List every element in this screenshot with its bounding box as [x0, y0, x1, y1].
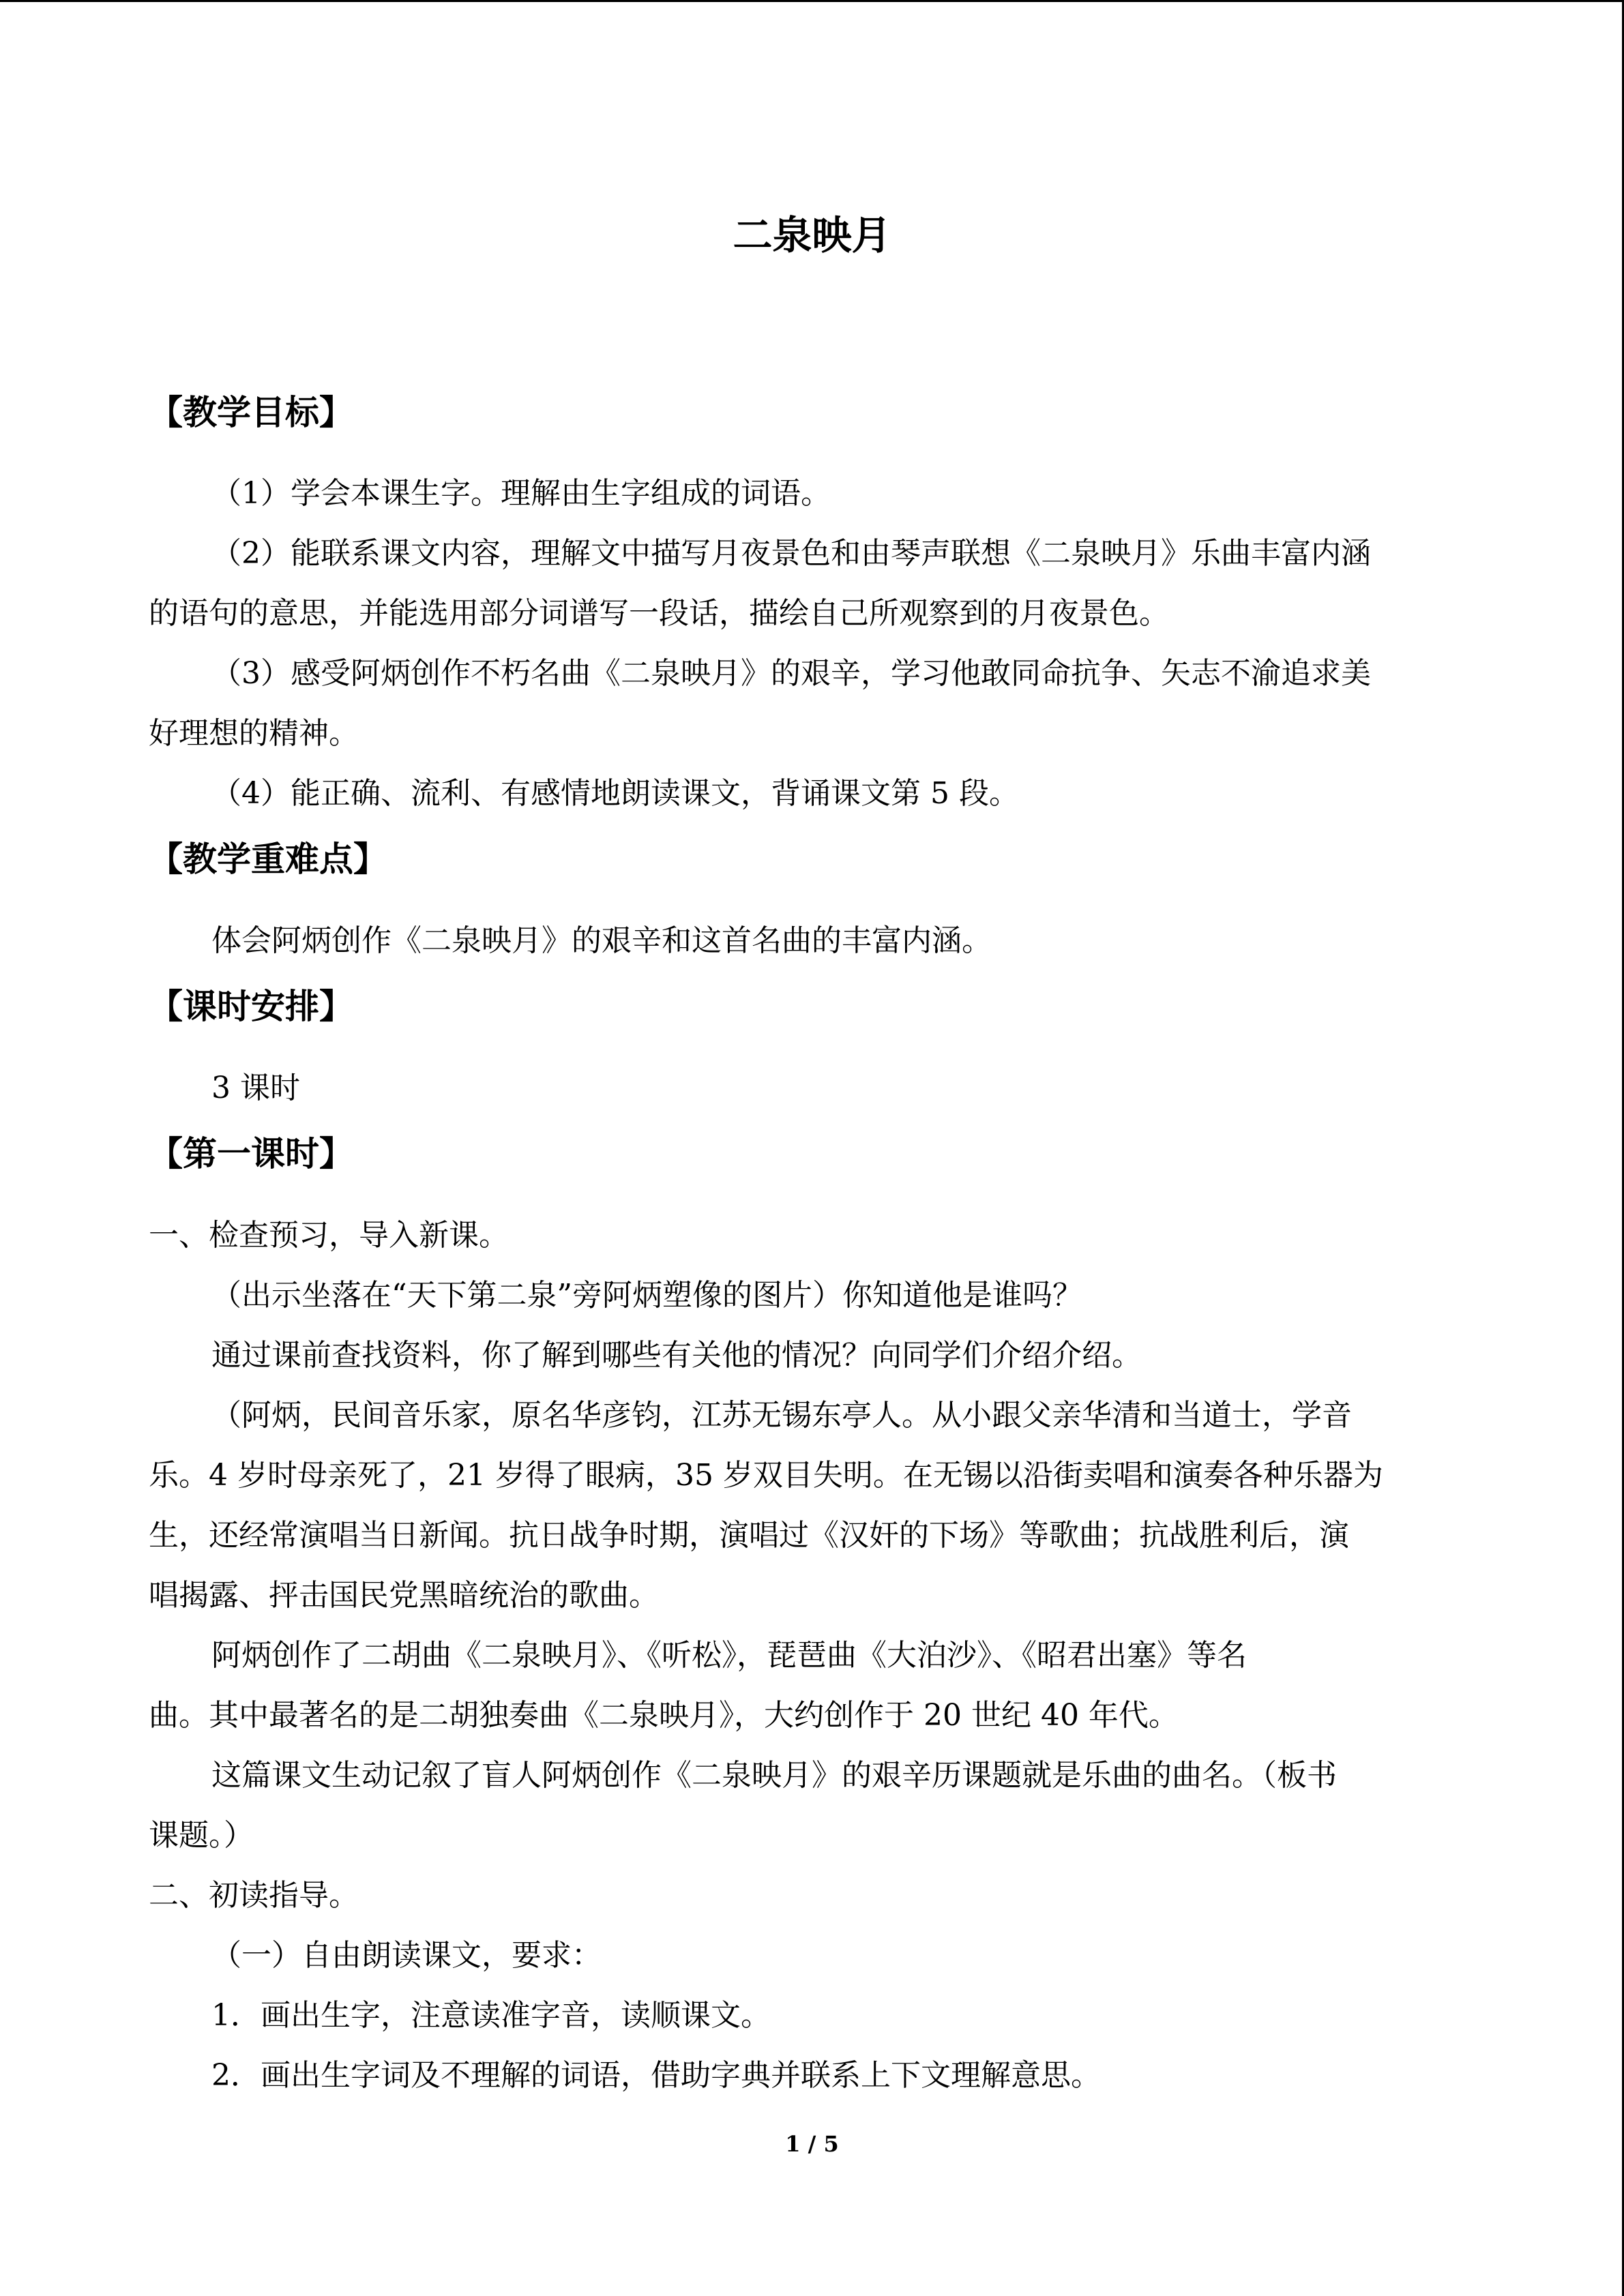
section-heading-schedule: 【课时安排】	[149, 987, 353, 1026]
section-heading-lesson-1: 【第一课时】	[149, 1134, 353, 1174]
lesson-line: （阿炳，民间音乐家，原名华彦钧，江苏无锡东亭人。从小跟父亲华清和当道士，学音	[211, 1398, 1352, 1433]
lesson-line: 课题。）	[149, 1818, 254, 1853]
lesson-line: 阿炳创作了二胡曲《二泉映月》、《听松》，琵琶曲《大泊沙》、《昭君出塞》等名	[211, 1638, 1247, 1673]
lesson-line: 二、初读指导。	[149, 1878, 359, 1913]
lesson-line: （一）自由朗读课文，要求：	[211, 1938, 602, 1973]
lesson-line: 乐。4 岁时母亲死了，21 岁得了眼病，35 岁双目失明。在无锡以沿街卖唱和演奏各种乐器为	[149, 1458, 1383, 1493]
page-number: 1 / 5	[785, 2131, 839, 2157]
lesson-line: 1．画出生字，注意读准字音，读顺课文。	[211, 1998, 771, 2033]
lesson-line: 一、检查预习，导入新课。	[149, 1218, 509, 1253]
key-point-line: 体会阿炳创作《二泉映月》的艰辛和这首名曲的丰富内涵。	[211, 923, 992, 958]
lesson-line: 唱揭露、抨击国民党黑暗统治的歌曲。	[149, 1578, 659, 1613]
lesson-line: 曲。其中最著名的是二胡独奏曲《二泉映月》，大约创作于 20 世纪 40 年代。	[149, 1698, 1179, 1733]
objective-line: （3）感受阿炳创作不朽名曲《二泉映月》的艰辛，学习他敢同命抗争、矢志不渝追求美	[211, 656, 1371, 691]
section-heading-key-points: 【教学重难点】	[149, 839, 387, 879]
section-heading-objectives: 【教学目标】	[149, 393, 353, 432]
document-title: 二泉映月	[733, 212, 891, 258]
schedule-line: 3 课时	[211, 1071, 300, 1105]
top-border-line	[0, 0, 1624, 2]
objective-line: （2）能联系课文内容，理解文中描写月夜景色和由琴声联想《二泉映月》乐曲丰富内涵	[211, 536, 1371, 571]
lesson-line: （出示坐落在“天下第二泉”旁阿炳塑像的图片）你知道他是谁吗？	[211, 1278, 1082, 1313]
objective-line: 的语句的意思，并能选用部分词谱写一段话，描绘自己所观察到的月夜景色。	[149, 596, 1169, 631]
lesson-line: 通过课前查找资料，你了解到哪些有关他的情况？向同学们介绍介绍。	[211, 1338, 1142, 1373]
lesson-line: 这篇课文生动记叙了盲人阿炳创作《二泉映月》的艰辛历课题就是乐曲的曲名。（板书	[211, 1758, 1337, 1793]
lesson-line: 2．画出生字词及不理解的词语，借助字典并联系上下文理解意思。	[211, 2058, 1101, 2093]
objective-line: （1）学会本课生字。理解由生字组成的词语。	[211, 476, 831, 511]
objective-line: 好理想的精神。	[149, 716, 359, 751]
lesson-line: 生，还经常演唱当日新闻。抗日战争时期，演唱过《汉奸的下场》等歌曲；抗战胜利后，演	[149, 1518, 1349, 1553]
objective-line: （4）能正确、流利、有感情地朗读课文，背诵课文第 5 段。	[211, 776, 1019, 811]
